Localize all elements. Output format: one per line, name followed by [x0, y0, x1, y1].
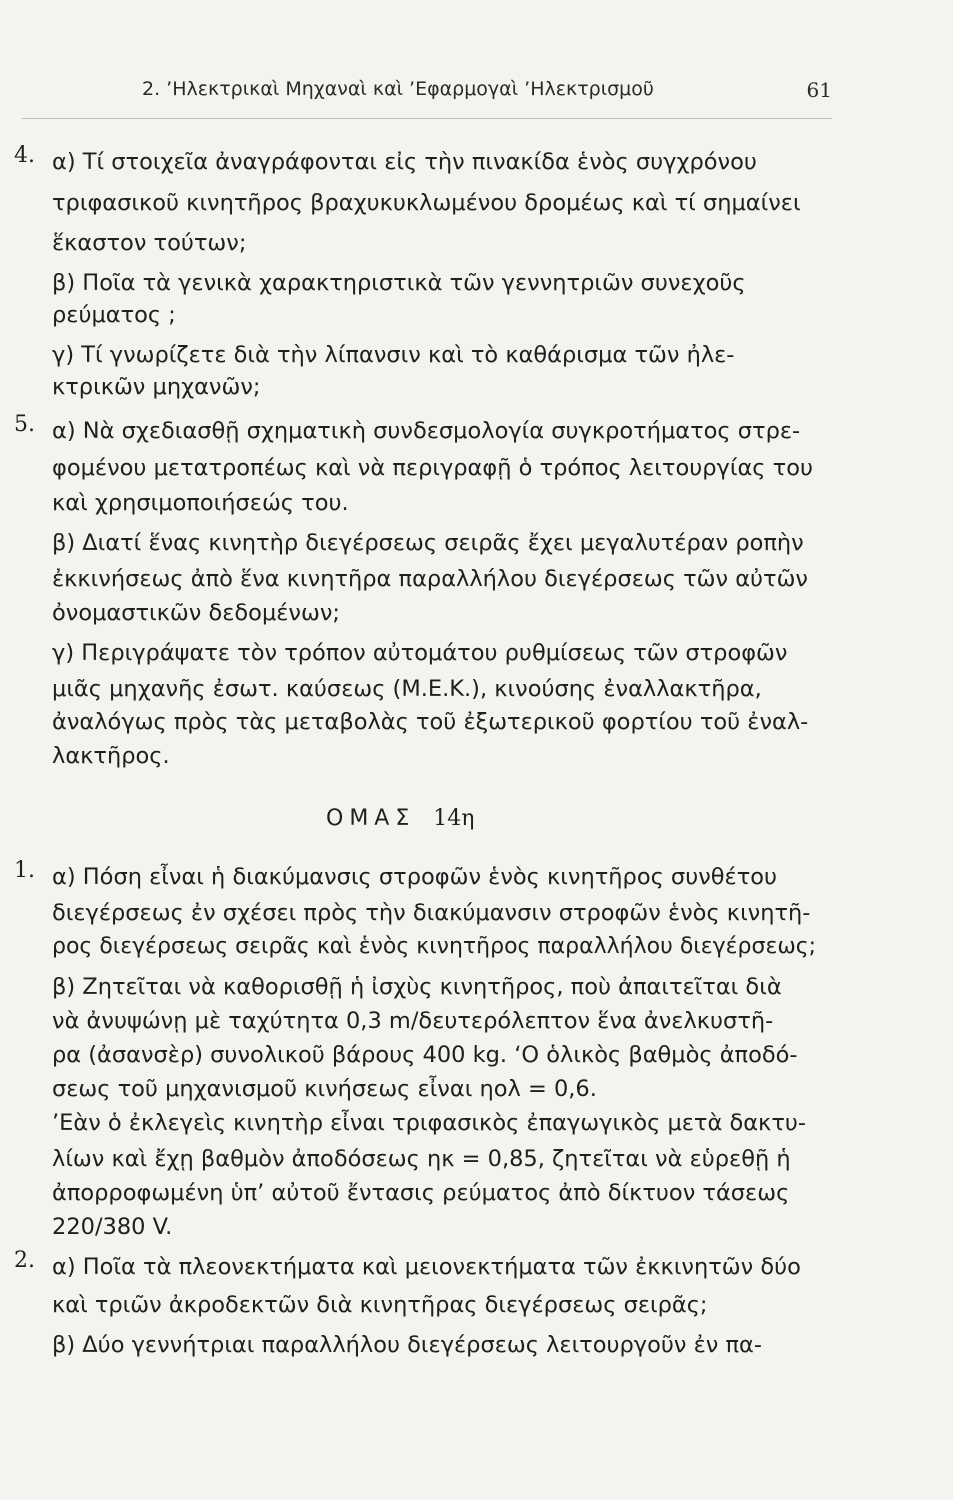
- question-number: 1.: [14, 858, 35, 883]
- text-line: φομένου μετατροπέως καὶ νὰ περιγραφῇ ὁ τρόπος λειτουργίας του: [52, 455, 813, 481]
- text-line: ρος διεγέρσεως σειρᾶς καὶ ἑνὸς κινητῆρος παραλλήλου διεγέρσεως;: [52, 934, 817, 959]
- group-heading: [326, 806, 474, 831]
- text-line: β) Δύο γεννήτριαι παραλλήλου διεγέρσεως λειτουργοῦν ἐν πα-: [52, 1332, 762, 1358]
- text-line: α) Ποῖα τὰ πλεονεκτήματα καὶ μειονεκτήματα τῶν ἐκκινητῶν δύο: [52, 1254, 801, 1280]
- page-number: 61: [806, 78, 832, 102]
- text-line: ἕκαστον τούτων;: [52, 230, 247, 256]
- question-number: 4.: [14, 143, 35, 168]
- text-line: γ) Τί γνωρίζετε διὰ τὴν λίπανσιν καὶ τὸ καθάρισμα τῶν ἠλε-: [52, 342, 735, 368]
- text-line: 220/380 V.: [52, 1214, 173, 1240]
- text-line: α) Νὰ σχεδιασθῇ σχηματικὴ συνδεσμολογία συγκροτήματος στρε-: [52, 418, 801, 444]
- text-line: ὀνομαστικῶν δεδομένων;: [52, 600, 340, 626]
- text-line: νὰ ἀνυψώνῃ μὲ ταχύτητα 0,3 m/δευτερόλεπτον ἕνα ἀνελκυστῆ-: [52, 1008, 774, 1034]
- text-line: λίων καὶ ἔχῃ βαθμὸν ἀποδόσεως ηκ = 0,85, ζητεῖται νὰ εὑρεθῇ ἡ: [52, 1146, 791, 1172]
- text-line: λακτῆρος.: [52, 743, 170, 769]
- text-line: ἀπορροφωμένη ὑπ’ αὐτοῦ ἔντασις ρεύματος ἀπὸ δίκτυον τάσεως: [52, 1180, 790, 1206]
- group-heading-number: 14η: [433, 806, 475, 831]
- text-line: μιᾶς μηχανῆς ἐσωτ. καύσεως (Μ.Ε.Κ.), κινούσης ἐναλλακτῆρα,: [52, 676, 762, 702]
- text-line: καὶ τριῶν ἀκροδεκτῶν διὰ κινητῆρας διεγέρσεως σειρᾶς;: [52, 1292, 708, 1318]
- group-heading-label: ΟΜΑΣ: [326, 806, 416, 831]
- question-number: 2.: [14, 1248, 35, 1273]
- text-line: α) Πόση εἶναι ἡ διακύμανσις στροφῶν ἑνὸς κινητῆρος συνθέτου: [52, 864, 778, 890]
- text-line: ρεύματος ;: [52, 302, 176, 328]
- text-line: β) Ποῖα τὰ γενικὰ χαρακτηριστικὰ τῶν γεννητριῶν συνεχοῦς: [52, 270, 746, 296]
- text-line: σεως τοῦ μηχανισμοῦ κινήσεως εἶναι ηολ = 0,6.: [52, 1076, 597, 1102]
- text-line: ρα (ἀσανσὲρ) συνολικοῦ βάρους 400 kg. ‘Ο ὁλικὸς βαθμὸς ἀποδό-: [52, 1042, 798, 1068]
- text-line: α) Τί στοιχεῖα ἀναγράφονται εἰς τὴν πινακίδα ἑνὸς συγχρόνου: [52, 149, 757, 175]
- text-line: καὶ χρησιμοποιήσεώς του.: [52, 490, 349, 516]
- question-number: 5.: [14, 412, 35, 437]
- text-line: β) Ζητεῖται νὰ καθορισθῇ ἡ ἰσχὺς κινητῆρος, ποὺ ἀπαιτεῖται διὰ: [52, 974, 782, 1000]
- text-line: ἐκκινήσεως ἀπὸ ἕνα κινητῆρα παραλλήλου διεγέρσεως τῶν αὐτῶν: [52, 566, 809, 592]
- header-rule: [22, 118, 832, 119]
- text-line: κτρικῶν μηχανῶν;: [52, 374, 261, 400]
- text-line: ἀναλόγως πρὸς τὰς μεταβολὰς τοῦ ἐξωτερικοῦ φορτίου τοῦ ἐναλ-: [52, 709, 809, 735]
- running-title: 2. ’Ηλεκτρικαὶ Μηχαναὶ καὶ ’Εφαρμογαὶ ’Ηλεκτρισμοῦ: [142, 78, 654, 100]
- text-line: διεγέρσεως ἐν σχέσει πρὸς τὴν διακύμανσιν στροφῶν ἑνὸς κινητῆ-: [52, 900, 811, 926]
- text-line: γ) Περιγράψατε τὸν τρόπον αὐτομάτου ρυθμίσεως τῶν στροφῶν: [52, 640, 788, 666]
- text-line: β) Διατί ἕνας κινητὴρ διεγέρσεως σειρᾶς ἔχει μεγαλυτέραν ροπὴν: [52, 530, 804, 556]
- text-line: ’Εὰν ὁ ἐκλεγεὶς κινητὴρ εἶναι τριφασικὸς ἐπαγωγικὸς μετὰ δακτυ-: [52, 1110, 807, 1136]
- text-line: τριφασικοῦ κινητῆρος βραχυκυκλωμένου δρομέως καὶ τί σημαίνει: [52, 190, 801, 216]
